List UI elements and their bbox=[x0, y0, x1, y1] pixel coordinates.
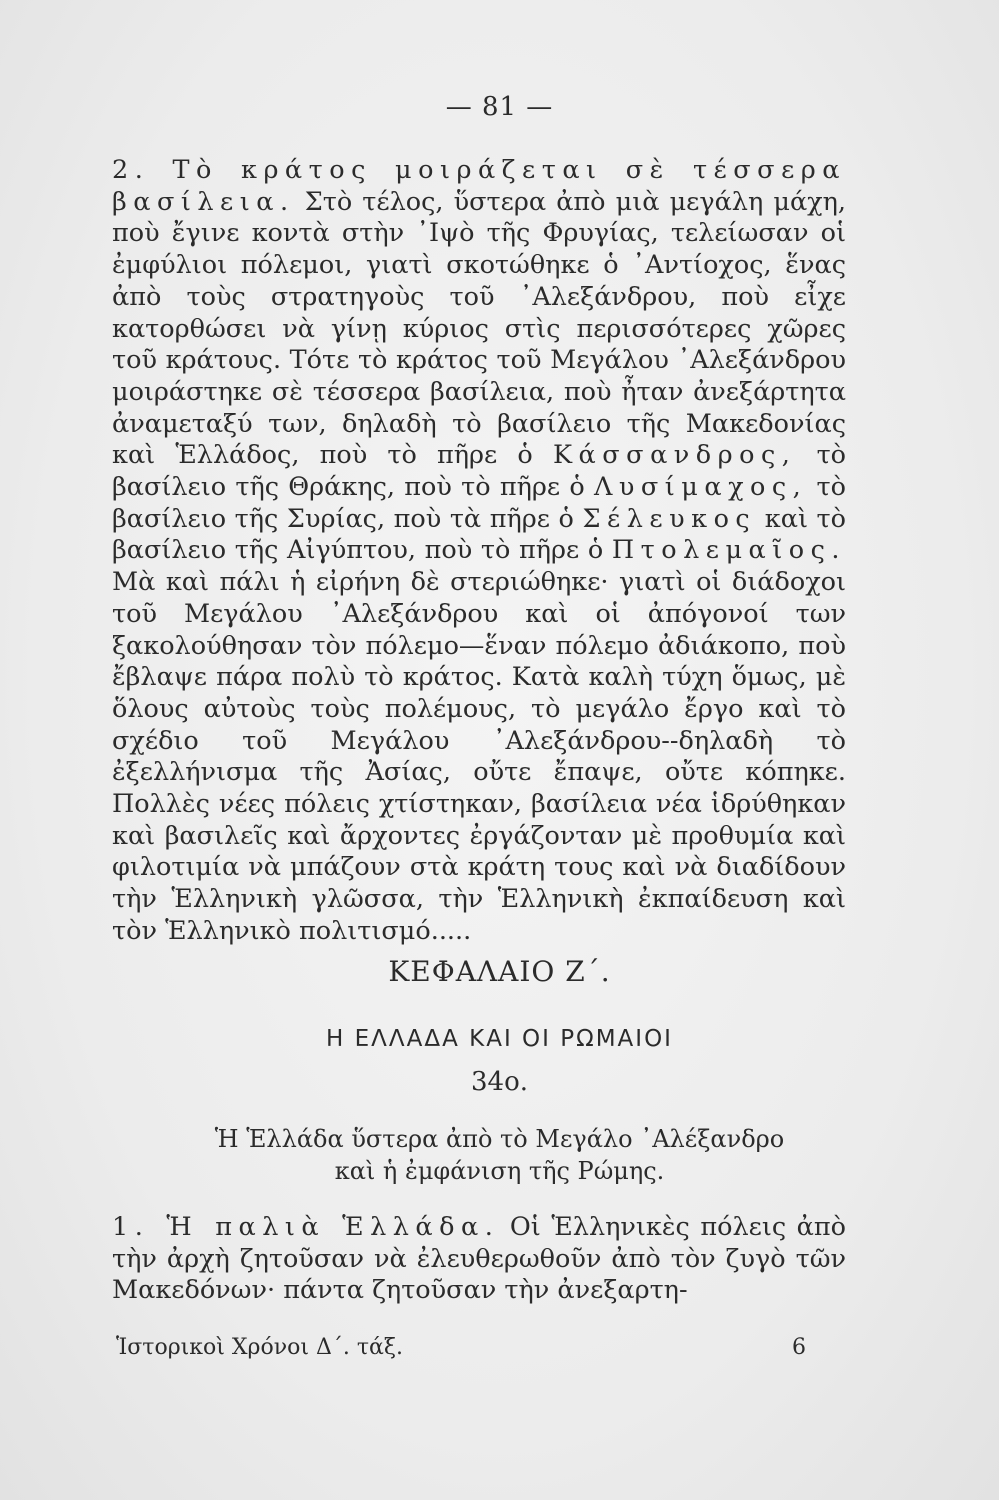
paragraph-2-text: Οἱ Ἑλληνικὲς πόλεις ἀπὸ τὴν ἀρχὴ ζητοῦσαν νὰ ἐλευθερωθοῦν ἀπὸ τὸν ζυγὸ τῶν Μακεδόνων· πάντα ζητοῦσαν τὴν ἀνεξαρτη- bbox=[112, 1212, 847, 1306]
name-ptolemaios: Πτολεμαῖος. bbox=[611, 535, 846, 566]
paragraph-1-text-2: τὸ βασίλειο τῆς Θράκης, ποὺ τὸ πῆρε ὁ bbox=[112, 440, 847, 503]
subtitle-line-2: καὶ ἡ ἐμφάνιση τῆς Ρώμης. bbox=[334, 1157, 665, 1185]
paragraph-1-lead: 2. Τὸ κράτος μοιράζεται σὲ τέσσερα βασίλεια. bbox=[112, 155, 846, 217]
paragraph-2-lead: 1. Ἡ παλιὰ Ἑλλάδα. bbox=[112, 1212, 500, 1242]
name-seleukos: Σέλευκος bbox=[582, 503, 757, 534]
subtitle-line-1: Ἡ Ἑλλάδα ὕστερα ἀπὸ τὸ Μεγάλο ᾿Αλέξανδρο bbox=[214, 1125, 785, 1153]
chapter-title: ΚΕΦΑΛΑΙΟ Ζ΄. bbox=[388, 955, 611, 988]
paragraph-1-text-4: καὶ τὸ βασίλειο τῆς Αἰγύπτου, ποὺ τὸ πῆρε ὁ bbox=[112, 503, 846, 566]
footer-sheet-number: 6 bbox=[792, 1335, 806, 1360]
name-lysimachos: Λυσίμαχος, bbox=[593, 472, 808, 503]
paragraph-1-text: Στὸ τέλος, ὕστερα ἀπὸ μιὰ μεγάλη μάχη, ποὺ ἔγινε κοντὰ στὴν ᾿Ιψὸ τῆς Φρυγίας, τελείωσαν οἱ ἐμφύλιοι πόλεμοι, γιατὶ σκοτώθηκε ὁ ᾿Αντίοχος, ἕνας ἀπὸ τοὺς στρατηγοὺς τοῦ ᾿Αλεξάνδρου, ποὺ εἶχε κατορθώσει νὰ γίνῃ κύριος στὶς περισσότερες χῶρες τοῦ κράτους. Τότε τὸ κράτος τοῦ Μεγάλου ᾿Αλεξάνδρου μοιράστηκε σὲ τέσσερα βασίλεια, ποὺ ἦταν ἀνεξάρτητα ἀναμεταξύ των, δηλαδὴ τὸ βασίλειο τῆς Μακεδονίας καὶ Ἑλλάδος, ποὺ τὸ πῆρε ὁ bbox=[112, 186, 846, 471]
page-number: — 81 — bbox=[445, 92, 554, 122]
footer-book-title: Ἱστορικοὶ Χρόνοι Δ΄. τάξ. bbox=[116, 1335, 403, 1360]
section-number: 34ο. bbox=[470, 1067, 528, 1097]
paragraph-1 bbox=[112, 155, 846, 948]
paragraph-1-text-5: Μὰ καὶ πάλι ἡ εἰρήνη δὲ στεριώθηκε· γιατὶ οἱ διάδοχοι τοῦ Μεγάλου ᾿Αλεξάνδρου καὶ οἱ ἀπόγονοί των ξακολούθησαν τὸν πόλεμο—ἕναν πόλεμο ἀδιάκοπο, ποὺ ἔβλαψε πάρα πολὺ τὸ κράτος. Κατὰ καλὴ τύχη ὅμως, μὲ ὅλους αὐτοὺς τοὺς πολέμους, τὸ μεγάλο ἔργο καὶ τὸ σχέδιο τοῦ Μεγάλου ᾿Αλεξάνδρου--δηλαδὴ τὸ ἐξελλήνισμα τῆς Ἀσίας, οὔτε ἔπαψε, οὔτε κόπηκε. Πολλὲς νέες πόλεις χτίστηκαν, βασίλεια νέα ἱδρύθηκαν καὶ βασιλεῖς καὶ ἄρχοντες ἐργάζονταν μὲ προθυμία καὶ φιλοτιμία νὰ μπάζουν στὰ κράτη τους καὶ νὰ διαδίδουν τὴν Ἑλληνικὴ γλῶσσα, τὴν Ἑλληνικὴ ἐκπαίδευση καὶ τὸν Ἑλληνικὸ πολιτισμό..... bbox=[112, 567, 846, 946]
name-kassandros: Κάσσανδρος, bbox=[552, 440, 797, 471]
paragraph-2 bbox=[112, 1212, 846, 1307]
section-title: Η ΕΛΛΑΔΑ ΚΑΙ ΟΙ ΡΩΜΑΙΟΙ bbox=[326, 1026, 673, 1052]
paragraph-1-text-3: τὸ βασίλειο τῆς Συρίας, ποὺ τὰ πῆρε ὁ bbox=[112, 472, 846, 534]
